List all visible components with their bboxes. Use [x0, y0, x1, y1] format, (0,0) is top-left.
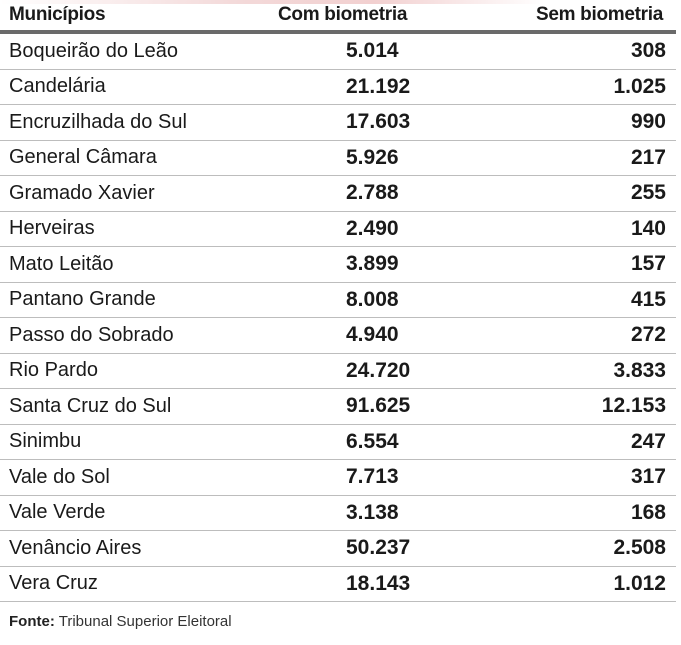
table-row: [0, 140, 676, 176]
municipio-cell: Vera Cruz: [0, 566, 275, 602]
com-biometria-cell: 50.237: [275, 531, 480, 567]
municipio-cell: Passo do Sobrado: [0, 318, 275, 354]
table-row: [0, 495, 676, 531]
municipio-cell: Candelária: [0, 69, 275, 105]
com-biometria-cell: 8.008: [275, 282, 480, 318]
com-biometria-cell: 2.490: [275, 211, 480, 247]
table-row: [0, 211, 676, 247]
table-row: [0, 105, 676, 141]
com-biometria-cell: 18.143: [275, 566, 480, 602]
table-body: [0, 32, 676, 602]
com-biometria-cell: 3.138: [275, 495, 480, 531]
municipio-cell: Sinimbu: [0, 424, 275, 460]
com-biometria-cell: 3.899: [275, 247, 480, 283]
table-row: [0, 318, 676, 354]
table-row: [0, 69, 676, 105]
header-com-biometria: Com biometria: [275, 0, 480, 32]
com-biometria-cell: 6.554: [275, 424, 480, 460]
municipio-cell: Boqueirão do Leão: [0, 32, 275, 69]
com-biometria-cell: 21.192: [275, 69, 480, 105]
com-biometria-cell: 2.788: [275, 176, 480, 212]
header-sem-biometria: Sem biometria: [480, 0, 676, 32]
sem-biometria-cell: 140: [480, 211, 676, 247]
source-label: Fonte:: [9, 613, 55, 630]
sem-biometria-cell: 1.025: [480, 69, 676, 105]
sem-biometria-cell: 12.153: [480, 389, 676, 425]
source-note: [9, 613, 232, 630]
municipio-cell: Herveiras: [0, 211, 275, 247]
municipio-cell: Gramado Xavier: [0, 176, 275, 212]
municipio-cell: Vale do Sol: [0, 460, 275, 496]
com-biometria-cell: 5.014: [275, 32, 480, 69]
sem-biometria-cell: 255: [480, 176, 676, 212]
sem-biometria-cell: 157: [480, 247, 676, 283]
header-row: [0, 0, 676, 32]
table-row: [0, 353, 676, 389]
com-biometria-cell: 17.603: [275, 105, 480, 141]
sem-biometria-cell: 247: [480, 424, 676, 460]
municipio-cell: General Câmara: [0, 140, 275, 176]
table-row: [0, 176, 676, 212]
table-row: [0, 424, 676, 460]
table-row: [0, 247, 676, 283]
com-biometria-cell: 7.713: [275, 460, 480, 496]
com-biometria-cell: 24.720: [275, 353, 480, 389]
sem-biometria-cell: 308: [480, 32, 676, 69]
municipio-cell: Vale Verde: [0, 495, 275, 531]
sem-biometria-cell: 3.833: [480, 353, 676, 389]
com-biometria-cell: 4.940: [275, 318, 480, 354]
sem-biometria-cell: 990: [480, 105, 676, 141]
municipio-cell: Pantano Grande: [0, 282, 275, 318]
source-text: Tribunal Superior Eleitoral: [58, 613, 232, 630]
sem-biometria-cell: 2.508: [480, 531, 676, 567]
table-header: [0, 0, 676, 32]
table-row: [0, 32, 676, 69]
table-row: [0, 566, 676, 602]
table-row: [0, 389, 676, 425]
table-row: [0, 460, 676, 496]
municipio-cell: Mato Leitão: [0, 247, 275, 283]
sem-biometria-cell: 168: [480, 495, 676, 531]
sem-biometria-cell: 1.012: [480, 566, 676, 602]
table-row: [0, 282, 676, 318]
sem-biometria-cell: 415: [480, 282, 676, 318]
municipio-cell: Venâncio Aires: [0, 531, 275, 567]
com-biometria-cell: 5.926: [275, 140, 480, 176]
sem-biometria-cell: 272: [480, 318, 676, 354]
table-row: [0, 531, 676, 567]
com-biometria-cell: 91.625: [275, 389, 480, 425]
municipio-cell: Encruzilhada do Sul: [0, 105, 275, 141]
municipio-cell: Rio Pardo: [0, 353, 275, 389]
sem-biometria-cell: 317: [480, 460, 676, 496]
sem-biometria-cell: 217: [480, 140, 676, 176]
header-municipios: Municípios: [0, 0, 275, 32]
municipio-cell: Santa Cruz do Sul: [0, 389, 275, 425]
